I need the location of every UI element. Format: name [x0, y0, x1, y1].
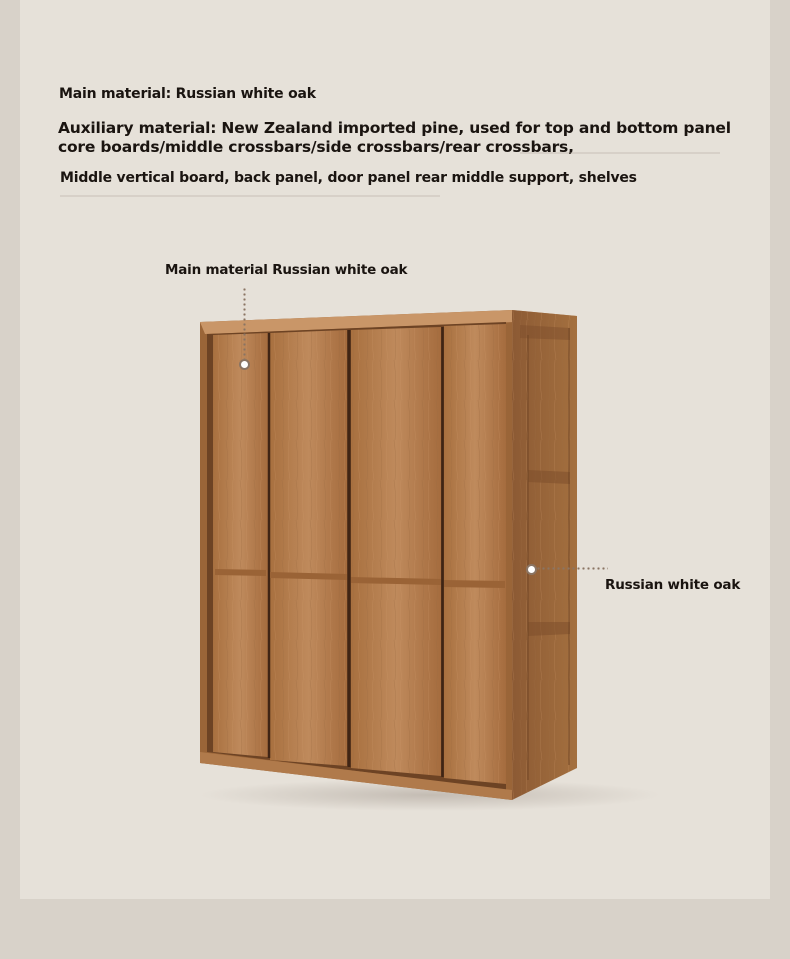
- callout-marker-front: [239, 359, 250, 370]
- middle-parts-text: Middle vertical board, back panel, door panel rear middle support, shelves: [60, 170, 637, 186]
- auxiliary-material-text: Auxiliary material: New Zealand imported pine, used for top and bottom panel core boards/middle crossbars/side crossbars/rear crossbars,: [58, 119, 731, 156]
- callout-leader-line: [243, 287, 246, 359]
- callout-leader-line: [536, 567, 608, 570]
- front-callout-label: Main material Russian white oak: [165, 262, 408, 278]
- side-callout-label: Russian white oak: [605, 577, 741, 593]
- main-material-text: Main material: Russian white oak: [59, 86, 316, 102]
